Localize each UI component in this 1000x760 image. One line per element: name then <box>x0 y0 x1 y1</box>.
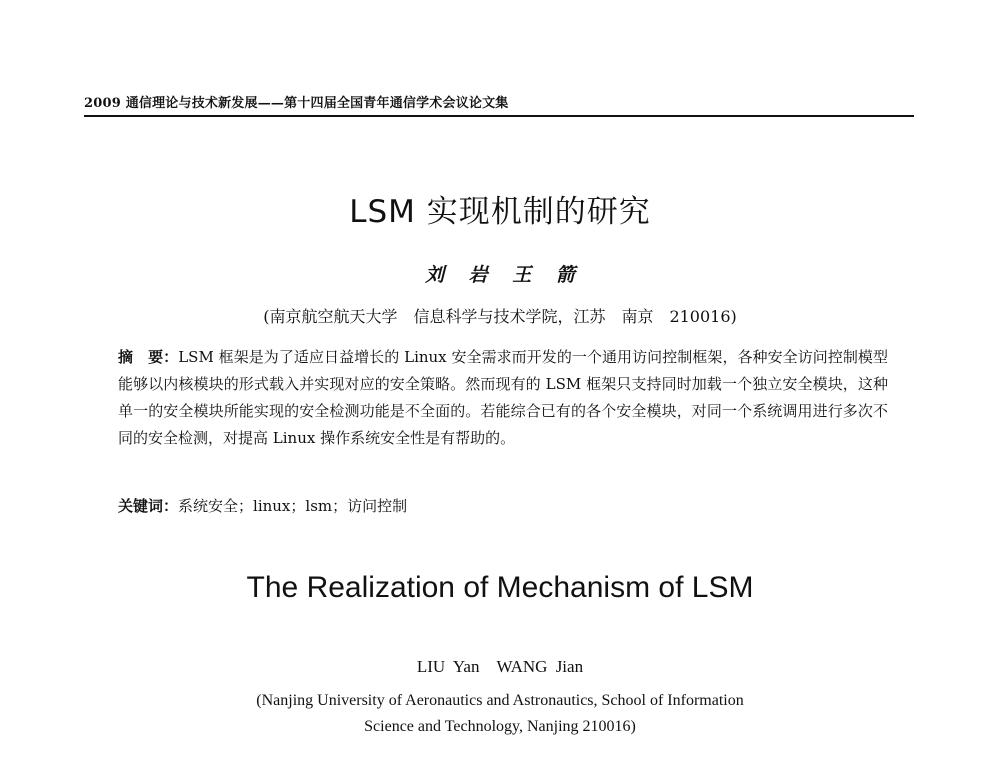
abstract <box>118 344 888 452</box>
title-english: The Realization of Mechanism of LSM <box>246 571 754 604</box>
header-rule <box>84 115 914 117</box>
affiliation-chinese: (南京航空航天大学 信息科学与技术学院，江苏 南京 210016) <box>263 307 737 326</box>
keywords-label: 关键词： <box>118 497 179 515</box>
running-header: 2009 通信理论与技术新发展——第十四届全国青年通信学术会议论文集 <box>84 96 509 111</box>
affiliation-english-line-1: (Nanjing University of Aeronautics and Astronautics, School of Information <box>256 692 744 709</box>
affiliation-english <box>0 688 1000 740</box>
authors-chinese: 刘 岩 王 箭 <box>425 264 575 286</box>
keywords-text: 系统安全；linux；lsm；访问控制 <box>178 497 408 515</box>
abstract-label: 摘 要： <box>118 348 179 366</box>
keywords <box>118 493 888 520</box>
title-chinese: LSM 实现机制的研究 <box>349 194 651 230</box>
affiliation-english-line-2: Science and Technology, Nanjing 210016) <box>364 718 636 735</box>
authors-english: LIU Yan WANG Jian <box>416 657 584 676</box>
abstract-text: LSM 框架是为了适应日益增长的 Linux 安全需求而开发的一个通用访问控制框架，各种安全访问控制模型能够以内核模块的形式载入并实现对应的安全策略。然而现有的 LSM 框架只支持同时加载一个独立安全模块，这种单一的安全模块所能实现的安全检测功能是不全面的。若能综合已有的各个安全模块，对同一个系统调用进行多次不同的安全检测，对提高 Linux 操作系统安全性是有帮助的。 <box>118 348 888 447</box>
